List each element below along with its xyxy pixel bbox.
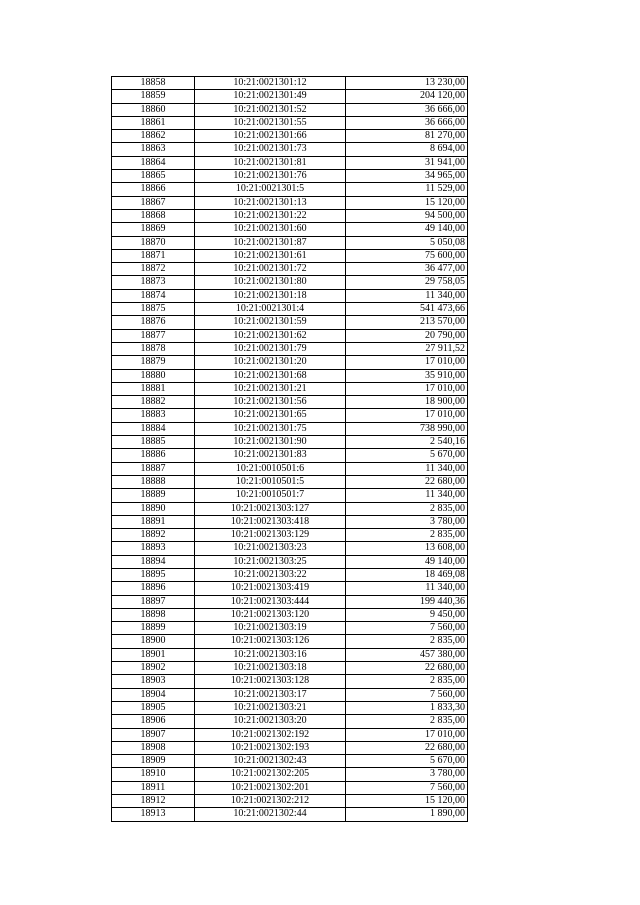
table-row [112,263,468,276]
amount-cell: 20 790,00 [346,329,468,342]
amount-cell: 35 910,00 [346,369,468,382]
amount-cell: 5 670,00 [346,755,468,768]
row-number-cell: 18881 [112,382,195,395]
cadastral-number-cell: 10:21:0021301:87 [195,236,346,249]
row-number-cell: 18876 [112,316,195,329]
amount-cell: 22 680,00 [346,662,468,675]
table-row [112,116,468,129]
cadastral-number-cell: 10:21:0010501:7 [195,489,346,502]
table-row [112,436,468,449]
row-number-cell: 18913 [112,808,195,821]
cadastral-number-cell: 10:21:0021301:65 [195,409,346,422]
cadastral-number-cell: 10:21:0021302:205 [195,768,346,781]
row-number-cell: 18858 [112,77,195,90]
table-row [112,316,468,329]
row-number-cell: 18892 [112,529,195,542]
table-row [112,475,468,488]
row-number-cell: 18865 [112,170,195,183]
row-number-cell: 18873 [112,276,195,289]
amount-cell: 27 911,52 [346,342,468,355]
cadastral-number-cell: 10:21:0021303:20 [195,715,346,728]
row-number-cell: 18904 [112,688,195,701]
amount-cell: 18 900,00 [346,396,468,409]
amount-cell: 11 340,00 [346,462,468,475]
row-number-cell: 18875 [112,303,195,316]
row-number-cell: 18863 [112,143,195,156]
cadastral-number-cell: 10:21:0021303:18 [195,662,346,675]
amount-cell: 7 560,00 [346,622,468,635]
amount-cell: 29 758,05 [346,276,468,289]
table-row [112,648,468,661]
row-number-cell: 18884 [112,422,195,435]
cadastral-number-cell: 10:21:0010501:5 [195,475,346,488]
amount-cell: 11 340,00 [346,489,468,502]
row-number-cell: 18909 [112,755,195,768]
amount-cell: 15 120,00 [346,795,468,808]
table-row [112,489,468,502]
row-number-cell: 18912 [112,795,195,808]
table-row [112,741,468,754]
amount-cell: 5 670,00 [346,449,468,462]
table-row [112,396,468,409]
row-number-cell: 18887 [112,462,195,475]
row-number-cell: 18859 [112,90,195,103]
table-row [112,635,468,648]
row-number-cell: 18895 [112,568,195,581]
row-number-cell: 18899 [112,622,195,635]
row-number-cell: 18877 [112,329,195,342]
amount-cell: 36 477,00 [346,263,468,276]
cadastral-number-cell: 10:21:0021301:52 [195,103,346,116]
cadastral-number-cell: 10:21:0021303:418 [195,515,346,528]
amount-cell: 49 140,00 [346,223,468,236]
table-row [112,675,468,688]
cadastral-number-cell: 10:21:0021301:21 [195,382,346,395]
cadastral-number-cell: 10:21:0021303:127 [195,502,346,515]
table-row [112,342,468,355]
row-number-cell: 18897 [112,595,195,608]
cadastral-number-cell: 10:21:0021301:56 [195,396,346,409]
amount-cell: 8 694,00 [346,143,468,156]
cadastral-number-cell: 10:21:0021301:72 [195,263,346,276]
row-number-cell: 18861 [112,116,195,129]
amount-cell: 2 835,00 [346,635,468,648]
table-row [112,662,468,675]
amount-cell: 11 340,00 [346,582,468,595]
cadastral-number-cell: 10:21:0021302:44 [195,808,346,821]
row-number-cell: 18872 [112,263,195,276]
amount-cell: 15 120,00 [346,196,468,209]
table-row [112,303,468,316]
cadastral-number-cell: 10:21:0021301:18 [195,289,346,302]
table-row [112,130,468,143]
table-row [112,542,468,555]
amount-cell: 213 570,00 [346,316,468,329]
cadastral-number-cell: 10:21:0010501:6 [195,462,346,475]
cadastral-number-cell: 10:21:0021301:22 [195,209,346,222]
amount-cell: 18 469,08 [346,568,468,581]
row-number-cell: 18870 [112,236,195,249]
row-number-cell: 18891 [112,515,195,528]
table-row [112,90,468,103]
table-row [112,728,468,741]
cadastral-number-cell: 10:21:0021301:20 [195,356,346,369]
table-row [112,143,468,156]
table-row [112,77,468,90]
cadastral-number-cell: 10:21:0021301:66 [195,130,346,143]
cadastral-number-cell: 10:21:0021301:80 [195,276,346,289]
row-number-cell: 18906 [112,715,195,728]
cadastral-number-cell: 10:21:0021303:129 [195,529,346,542]
cadastral-number-cell: 10:21:0021301:76 [195,170,346,183]
table-row [112,103,468,116]
table-row [112,409,468,422]
row-number-cell: 18878 [112,342,195,355]
table-row [112,223,468,236]
cadastral-number-cell: 10:21:0021303:21 [195,701,346,714]
cadastral-number-cell: 10:21:0021302:43 [195,755,346,768]
cadastral-number-cell: 10:21:0021301:49 [195,90,346,103]
cadastral-number-cell: 10:21:0021303:22 [195,568,346,581]
table-row [112,715,468,728]
cadastral-number-cell: 10:21:0021303:444 [195,595,346,608]
row-number-cell: 18867 [112,196,195,209]
amount-cell: 36 666,00 [346,116,468,129]
cadastral-number-cell: 10:21:0021301:79 [195,342,346,355]
row-number-cell: 18879 [112,356,195,369]
row-number-cell: 18871 [112,249,195,262]
amount-cell: 31 941,00 [346,156,468,169]
table-row [112,356,468,369]
row-number-cell: 18862 [112,130,195,143]
cadastral-number-cell: 10:21:0021301:62 [195,329,346,342]
table-row [112,688,468,701]
cadastral-number-cell: 10:21:0021301:81 [195,156,346,169]
cadastral-number-cell: 10:21:0021301:13 [195,196,346,209]
table-row [112,515,468,528]
amount-cell: 9 450,00 [346,608,468,621]
cadastral-number-cell: 10:21:0021302:193 [195,741,346,754]
amount-cell: 1 833,30 [346,701,468,714]
table-row [112,608,468,621]
amount-cell: 81 270,00 [346,130,468,143]
cadastral-number-cell: 10:21:0021302:192 [195,728,346,741]
row-number-cell: 18893 [112,542,195,555]
amount-cell: 11 529,00 [346,183,468,196]
table-row [112,701,468,714]
row-number-cell: 18905 [112,701,195,714]
amount-cell: 7 560,00 [346,781,468,794]
row-number-cell: 18869 [112,223,195,236]
amount-cell: 3 780,00 [346,515,468,528]
cadastral-number-cell: 10:21:0021301:73 [195,143,346,156]
table-row [112,622,468,635]
row-number-cell: 18888 [112,475,195,488]
row-number-cell: 18889 [112,489,195,502]
row-number-cell: 18907 [112,728,195,741]
row-number-cell: 18900 [112,635,195,648]
amount-cell: 2 835,00 [346,529,468,542]
table-row [112,449,468,462]
amount-cell: 22 680,00 [346,475,468,488]
amount-cell: 199 440,36 [346,595,468,608]
table-row [112,795,468,808]
row-number-cell: 18902 [112,662,195,675]
cadastral-number-cell: 10:21:0021303:120 [195,608,346,621]
table-body [112,77,468,822]
row-number-cell: 18901 [112,648,195,661]
row-number-cell: 18894 [112,555,195,568]
table-row [112,183,468,196]
cadastral-number-cell: 10:21:0021301:55 [195,116,346,129]
cadastral-table [111,76,468,822]
amount-cell: 2 835,00 [346,675,468,688]
cadastral-number-cell: 10:21:0021301:59 [195,316,346,329]
amount-cell: 17 010,00 [346,382,468,395]
amount-cell: 2 835,00 [346,715,468,728]
amount-cell: 5 050,08 [346,236,468,249]
amount-cell: 17 010,00 [346,728,468,741]
row-number-cell: 18910 [112,768,195,781]
amount-cell: 7 560,00 [346,688,468,701]
amount-cell: 36 666,00 [346,103,468,116]
table-row [112,369,468,382]
amount-cell: 3 780,00 [346,768,468,781]
cadastral-number-cell: 10:21:0021301:12 [195,77,346,90]
cadastral-number-cell: 10:21:0021301:61 [195,249,346,262]
amount-cell: 1 890,00 [346,808,468,821]
row-number-cell: 18908 [112,741,195,754]
cadastral-number-cell: 10:21:0021303:128 [195,675,346,688]
amount-cell: 541 473,66 [346,303,468,316]
cadastral-number-cell: 10:21:0021303:419 [195,582,346,595]
row-number-cell: 18890 [112,502,195,515]
row-number-cell: 18874 [112,289,195,302]
row-number-cell: 18883 [112,409,195,422]
table-row [112,768,468,781]
amount-cell: 34 965,00 [346,170,468,183]
table-row [112,209,468,222]
cadastral-number-cell: 10:21:0021302:201 [195,781,346,794]
cadastral-number-cell: 10:21:0021301:90 [195,436,346,449]
table-row [112,555,468,568]
amount-cell: 457 380,00 [346,648,468,661]
table-row [112,156,468,169]
table-row [112,595,468,608]
amount-cell: 13 230,00 [346,77,468,90]
table-row [112,170,468,183]
row-number-cell: 18882 [112,396,195,409]
row-number-cell: 18911 [112,781,195,794]
table-row [112,422,468,435]
amount-cell: 94 500,00 [346,209,468,222]
cadastral-number-cell: 10:21:0021301:83 [195,449,346,462]
table-row [112,502,468,515]
table-row [112,462,468,475]
cadastral-number-cell: 10:21:0021303:16 [195,648,346,661]
amount-cell: 2 540,16 [346,436,468,449]
table-row [112,808,468,821]
amount-cell: 11 340,00 [346,289,468,302]
table-row [112,568,468,581]
table-row [112,249,468,262]
row-number-cell: 18860 [112,103,195,116]
row-number-cell: 18898 [112,608,195,621]
table-row [112,529,468,542]
table-row [112,382,468,395]
cadastral-number-cell: 10:21:0021303:19 [195,622,346,635]
table-row [112,236,468,249]
amount-cell: 17 010,00 [346,409,468,422]
table-row [112,781,468,794]
amount-cell: 738 990,00 [346,422,468,435]
row-number-cell: 18880 [112,369,195,382]
row-number-cell: 18866 [112,183,195,196]
row-number-cell: 18896 [112,582,195,595]
row-number-cell: 18886 [112,449,195,462]
cadastral-number-cell: 10:21:0021301:75 [195,422,346,435]
cadastral-number-cell: 10:21:0021303:25 [195,555,346,568]
table-row [112,582,468,595]
table-row [112,755,468,768]
row-number-cell: 18868 [112,209,195,222]
cadastral-number-cell: 10:21:0021301:4 [195,303,346,316]
table-row [112,289,468,302]
cadastral-number-cell: 10:21:0021303:126 [195,635,346,648]
amount-cell: 49 140,00 [346,555,468,568]
amount-cell: 17 010,00 [346,356,468,369]
cadastral-number-cell: 10:21:0021302:212 [195,795,346,808]
amount-cell: 204 120,00 [346,90,468,103]
cadastral-number-cell: 10:21:0021303:17 [195,688,346,701]
amount-cell: 22 680,00 [346,741,468,754]
amount-cell: 75 600,00 [346,249,468,262]
amount-cell: 13 608,00 [346,542,468,555]
cadastral-number-cell: 10:21:0021301:5 [195,183,346,196]
row-number-cell: 18903 [112,675,195,688]
row-number-cell: 18864 [112,156,195,169]
amount-cell: 2 835,00 [346,502,468,515]
table-row [112,196,468,209]
table-row [112,276,468,289]
cadastral-number-cell: 10:21:0021303:23 [195,542,346,555]
row-number-cell: 18885 [112,436,195,449]
cadastral-number-cell: 10:21:0021301:68 [195,369,346,382]
table-row [112,329,468,342]
cadastral-number-cell: 10:21:0021301:60 [195,223,346,236]
